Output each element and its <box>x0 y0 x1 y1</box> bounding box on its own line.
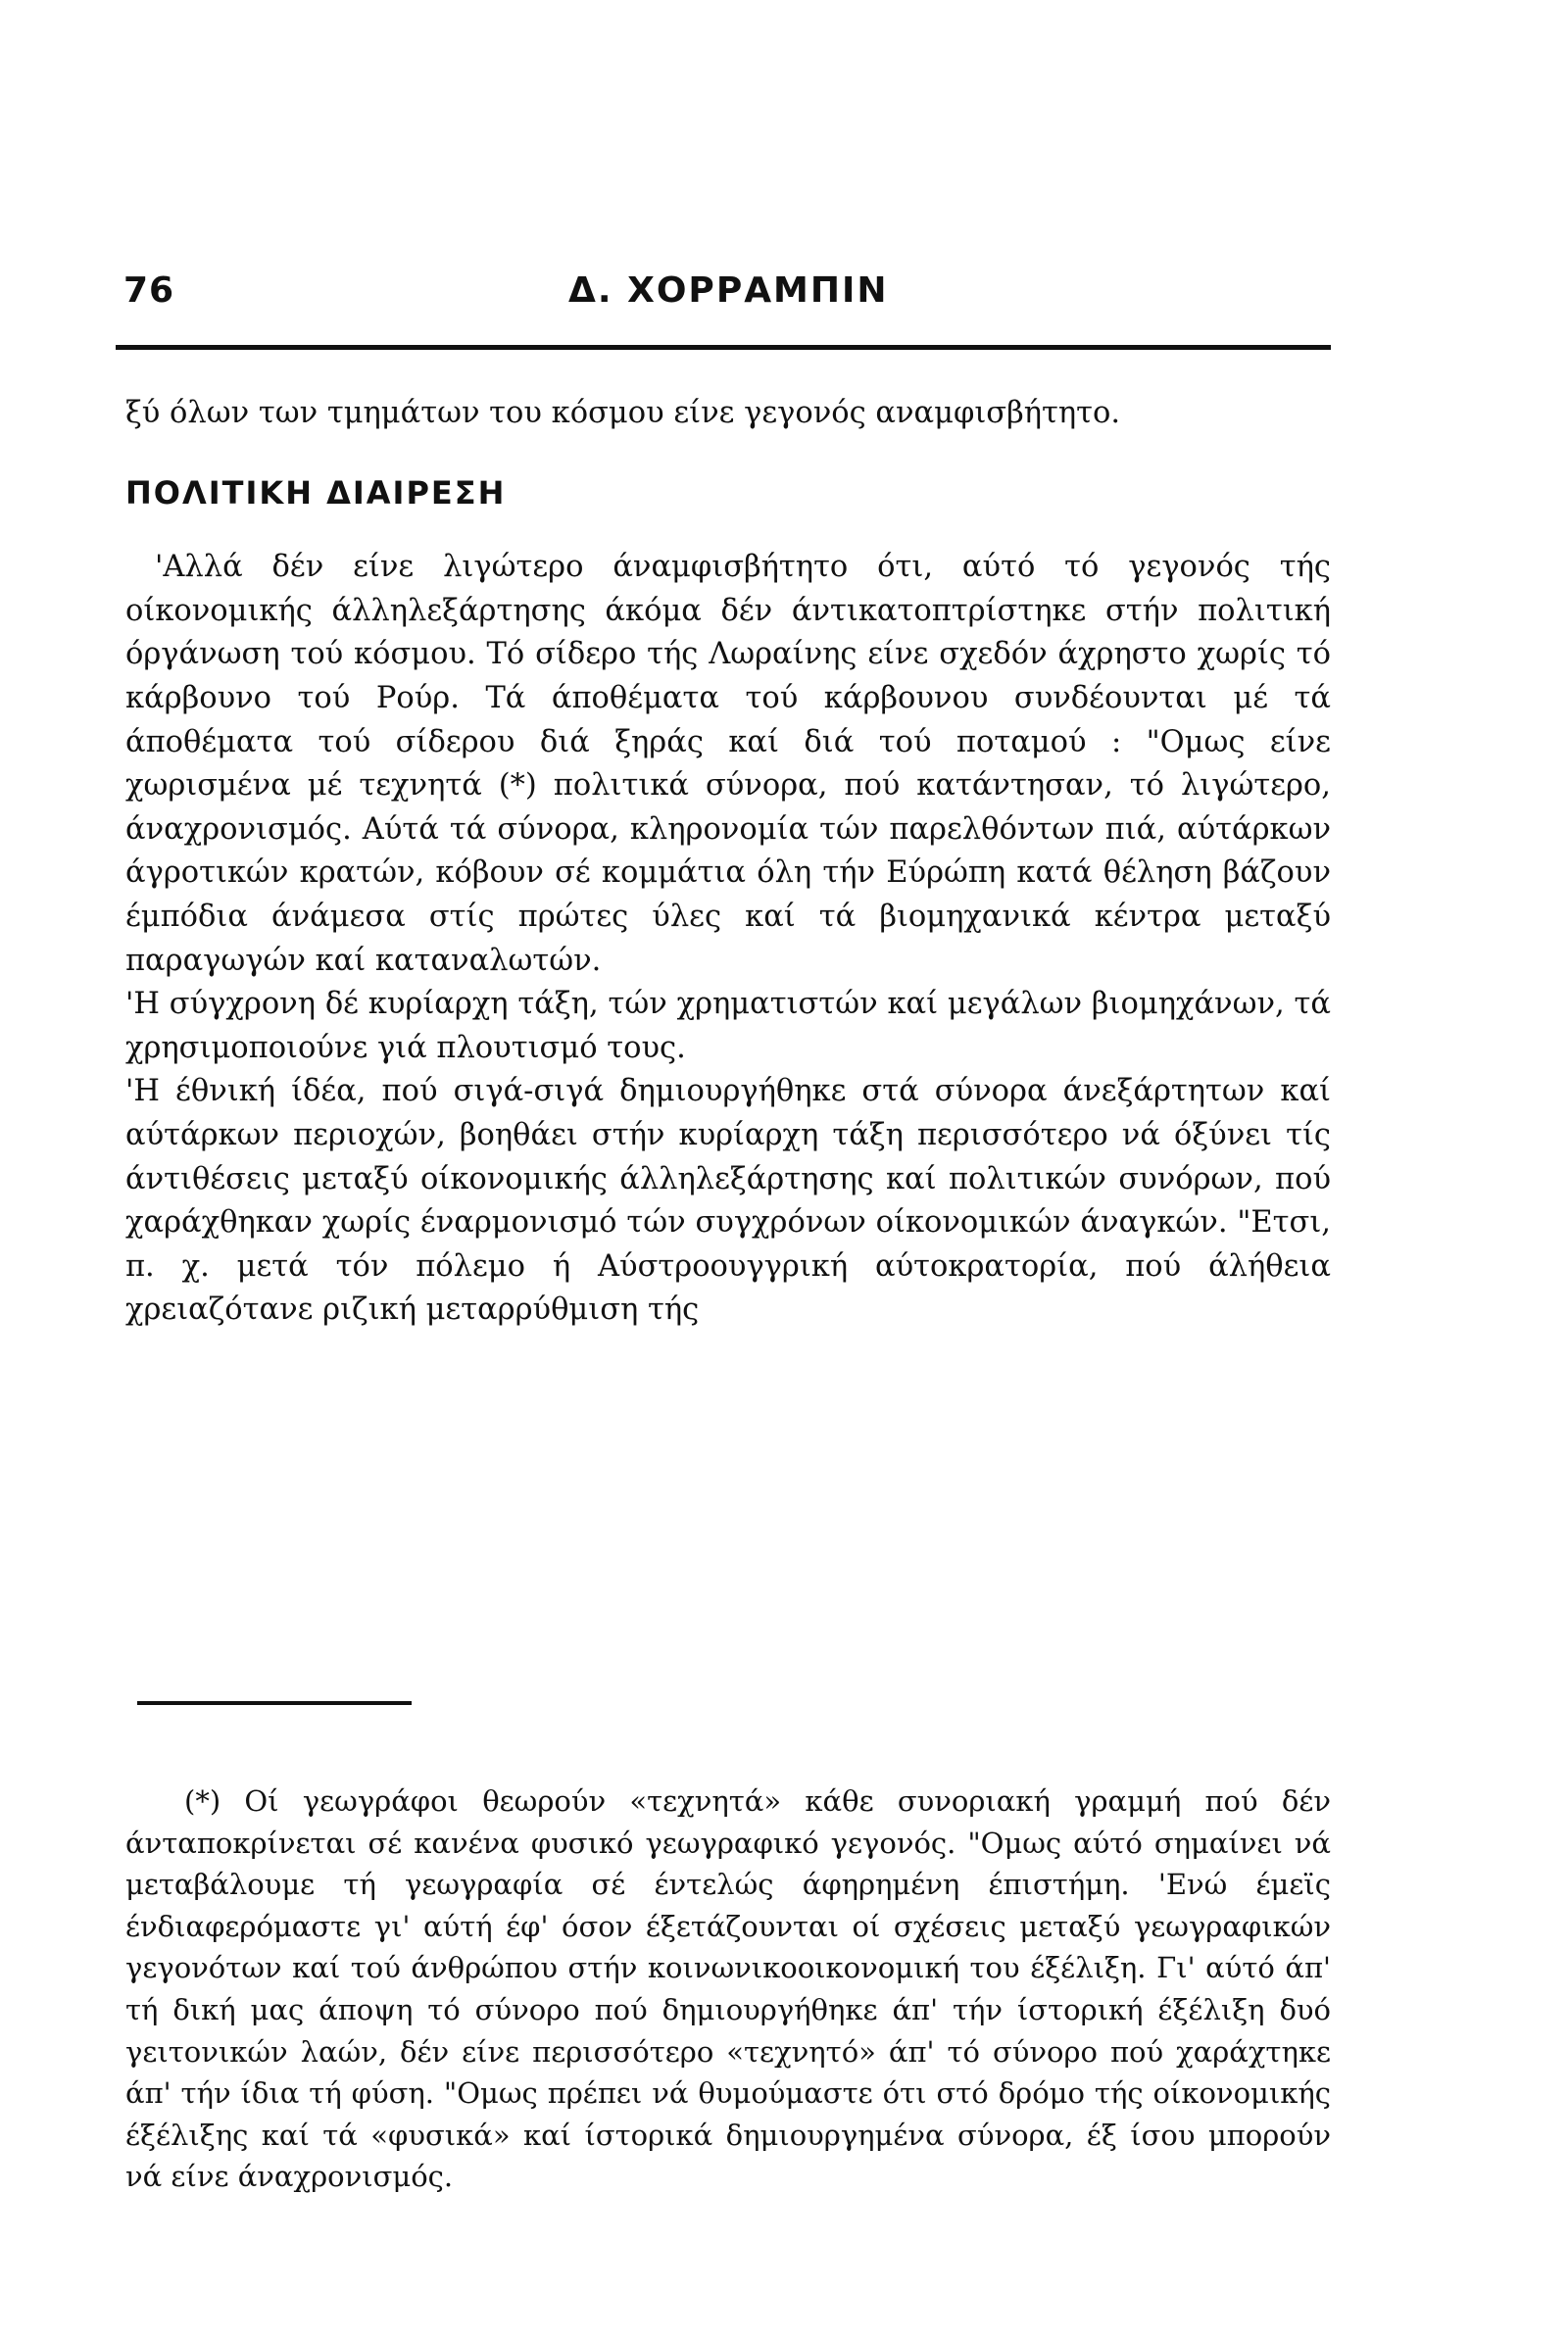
footnote: (*) Οί γεωγράφοι θεωρούν «τεχνητά» κάθε συνοριακή γραμμή πού δέν άνταποκρίνεται σέ κανένα φυσικό γεωγραφικό γεγονός. "Ομως αύτό σημαίνει νά μεταβάλουμε τή γεωγραφία σέ έντελώς άφηρημένη έπιστήμη. 'Ενώ έμεϊς ένδιαφερόμαστε γι' αύτή έφ' όσον έξετάζουνται οί σχέσεις μεταξύ γεωγραφικών γεγονότων καί τού άνθρώπου στήν κοινωνικοοικονομική του έξέλιξη. Γι' αύτό άπ' τή δική μας άποψη τό σύνορο πού δημιουργήθηκε άπ' τήν ίστορική έξέλιξη δυό γειτονικών λαών, δέν είνε περισσότερο «τεχνητό» άπ' τό σύνορο πού χαράχτηκε άπ' τήν ίδια τή φύση. "Ομως πρέπει νά θυμούμαστε ότι στό δρόμο τής οίκονομικής έξέλιξης καί τά «φυσικά» καί ίστορικά δημιουργημένα σύνορα, έξ ίσου μπορούν νά είνε άναχρονισμός. <box>125 1784 1331 2194</box>
header-rule <box>116 345 1331 350</box>
page-header <box>118 265 1333 323</box>
intro-paragraph: ξύ όλων των τμημάτων του κόσμου είνε γεγονός αναμφισβήτητο. <box>125 396 1121 430</box>
running-title: Δ. ΧΟΡΡΑΜΠΙΝ <box>568 270 889 311</box>
page-number: 76 <box>123 270 175 311</box>
footnote-rule <box>137 1701 412 1705</box>
paragraph-2: 'Η σύγχρονη δέ κυρίαρχη τάξη, τών χρηματιστών καί μεγάλων βιομηχάνων, τά χρησιμοποιούνε γιά πλουτισμό τους. <box>125 987 1331 1065</box>
paragraph-3: 'Η έθνική ίδέα, πού σιγά-σιγά δημιουργήθηκε στά σύνορα άνεξάρτητων καί αύτάρκων περιοχών, βοηθάει στήν κυρίαρχη τάξη περισσότερο νά όξύνει τίς άντιθέσεις μεταξύ οίκονομικής άλληλεξάρτησης καί πολιτικών συνόρων, πού χαράχθηκαν χωρίς έναρμονισμό τών συγχρόνων οίκονομικών άναγκών. "Ετσι, π. χ. μετά τόν πόλεμο ή Αύστροουγγρική αύτοκρατορία, πού άλήθεια χρειαζότανε ριζική μεταρρύθμιση τής <box>125 1074 1331 1328</box>
section-heading: ΠΟΛΙΤΙΚΗ ΔΙΑΙΡΕΣΗ <box>125 473 507 512</box>
main-text <box>125 392 1331 1333</box>
paragraph-1: 'Αλλά δέν είνε λιγώτερο άναμφισβήτητο ότι, αύτό τό γεγονός τής οίκονομικής άλληλεξάρτησης άκόμα δέν άντικατοπτρίστηκε στήν πολιτική όργάνωση τού κόσμου. Τό σίδερο τής Λωραίνης είνε σχεδόν άχρηστο χωρίς τό κάρβουνο τού Ρούρ. Τά άποθέματα τού κάρβουνου συνδέουνται μέ τά άποθέματα τού σίδερου διά ξηράς καί διά τού ποταμού : "Ομως είνε χωρισμένα μέ τεχνητά (*) πολιτικά σύνορα, πού κατάντησαν, τό λιγώτερο, άναχρονισμός. Αύτά τά σύνορα, κληρονομία τών παρελθόντων πιά, αύτάρκων άγροτικών κρατών, κόβουν σέ κομμάτια όλη τήν Εύρώπη κατά θέληση βάζουν έμπόδια άνάμεσα στίς πρώτες ύλες καί τά βιομηχανικά κέντρα μεταξύ παραγωγών καί καταναλωτών. <box>125 550 1331 978</box>
